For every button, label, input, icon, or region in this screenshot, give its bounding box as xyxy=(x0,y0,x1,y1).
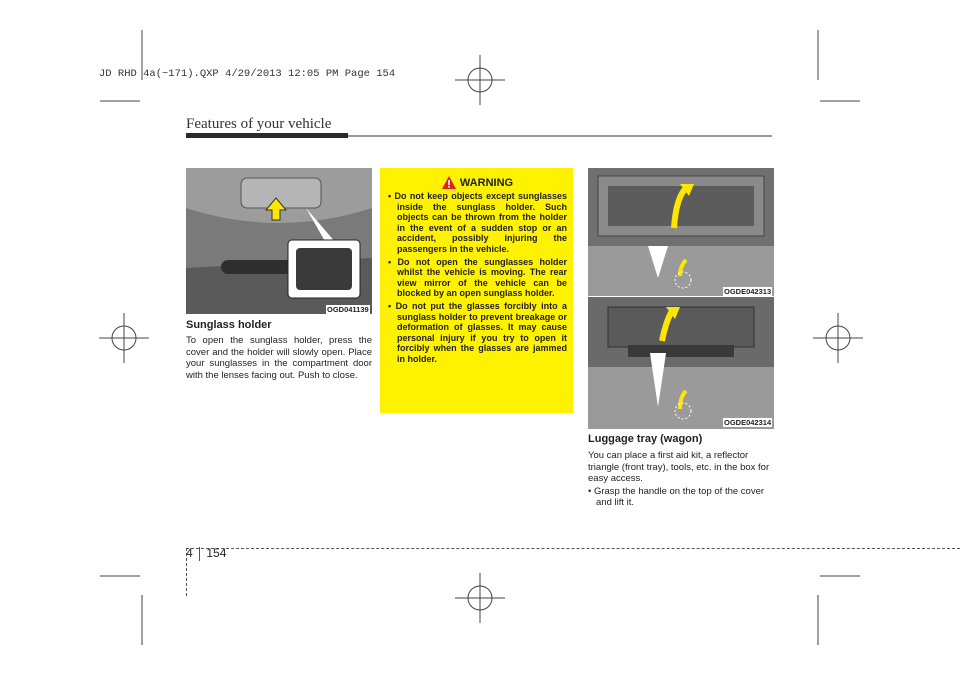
page-number xyxy=(186,546,226,561)
print-slug: JD RHD 4a(~171).QXP 4/29/2013 12:05 PM Page 154 xyxy=(99,68,396,80)
luggage-tray-illustration-2 xyxy=(588,297,774,429)
header-rule-light xyxy=(348,135,772,137)
sunglass-holder-photo xyxy=(186,168,372,314)
warning-item: • Do not put the glasses forcibly into a sunglass holder to prevent breakage or deformation of glasses. It may cause personal injury if you try to open it forcibly when the glasses are jammed in holder. xyxy=(388,301,567,365)
page-number-value: 154 xyxy=(206,546,227,560)
figure-code: OGDE042313 xyxy=(724,287,772,296)
warning-list xyxy=(388,191,567,365)
header-rule-dark xyxy=(186,133,348,138)
warning-title: WARNING xyxy=(459,176,514,189)
sunglass-body: To open the sunglass holder, press the cover and the holder will slowly open. Place your sunglasses in the compartment door with the lenses facing out. Push to close. xyxy=(186,335,372,381)
luggage-heading: Luggage tray (wagon) xyxy=(588,433,703,445)
luggage-tray-photo-1 xyxy=(588,168,774,296)
luggage-body: You can place a first aid kit, a reflector triangle (front tray), tools, etc. in the box for easy access. xyxy=(588,450,770,484)
figure-code: OGDE042314 xyxy=(724,418,772,427)
section-title: Features of your vehicle xyxy=(186,116,332,132)
sunglass-holder-illustration xyxy=(186,168,372,314)
luggage-tray-illustration-1 xyxy=(588,168,774,296)
warning-item: • Do not keep objects except sunglasses inside the sunglass holder. Such objects can be thrown from the holder in the event of a sudden stop or an accident, possibly injuring the passengers in the vehicle. xyxy=(388,191,567,255)
luggage-tray-photo-2 xyxy=(588,297,774,429)
warning-header xyxy=(388,176,567,189)
figure-code: OGD041139 xyxy=(327,305,369,314)
warning-item: • Do not open the sunglasses holder whilst the vehicle is moving. The rear view mirror of the vehicle can be blocked by an open sunglass holder. xyxy=(388,257,567,299)
footer-rule xyxy=(186,548,960,549)
luggage-bullet: • Grasp the handle on the top of the cover and lift it. xyxy=(588,486,774,509)
sunglass-heading: Sunglass holder xyxy=(186,319,272,331)
footer-vertical-rule xyxy=(186,548,187,596)
warning-box xyxy=(380,168,573,413)
warning-triangle-icon xyxy=(442,176,456,189)
chapter-number: 4 xyxy=(186,546,193,560)
